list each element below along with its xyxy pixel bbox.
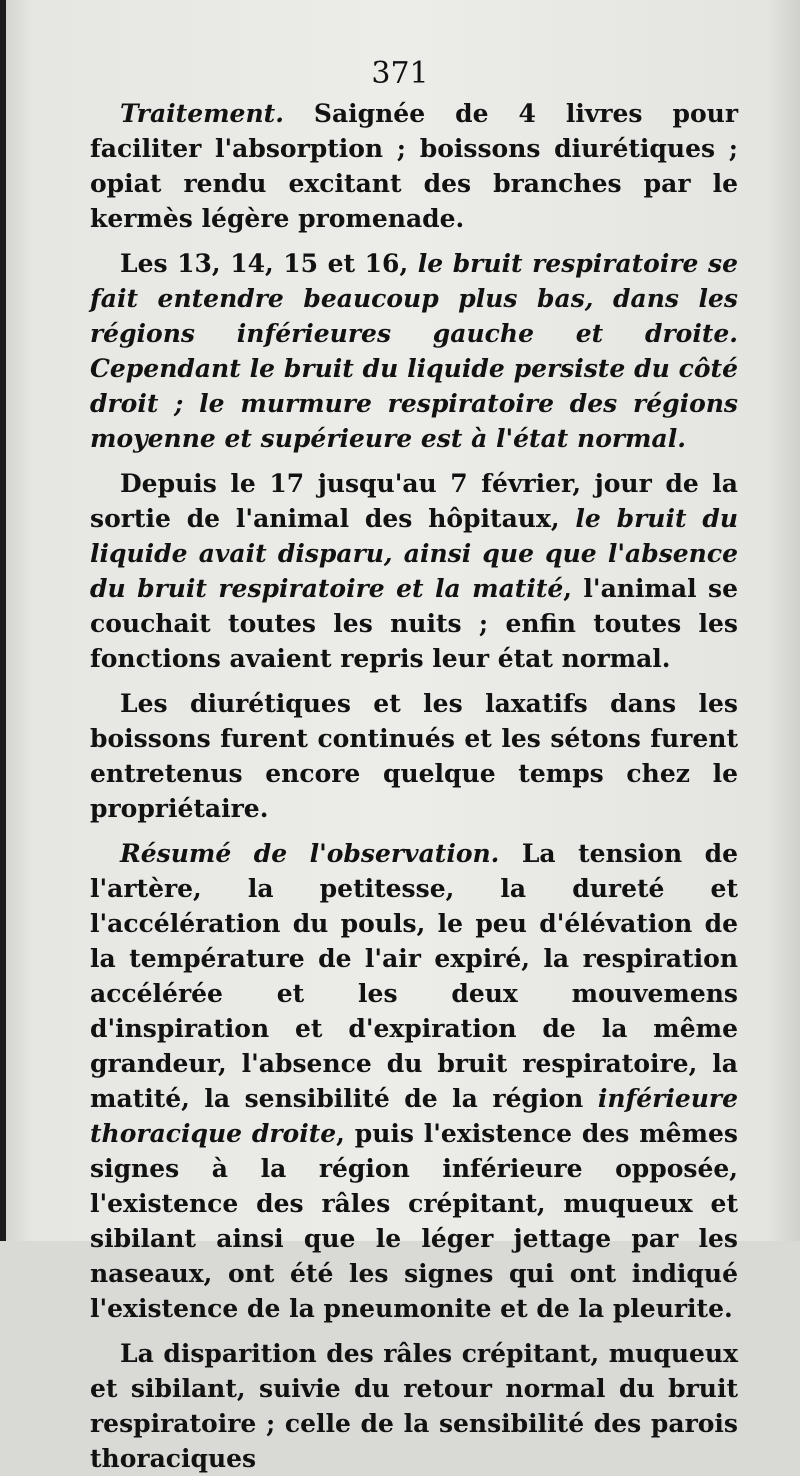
- body-text: [90, 96, 738, 1476]
- text-run: Saignée de 4 livres pour faciliter l'absorption ; boissons diurétiques ; opiat rendu excitant des branches par le kermès légère promenade.: [90, 99, 738, 233]
- text-run: La tension de l'artère, la petitesse, la dureté et l'accélération du pouls, le peu d'élévation de la température de l'air expiré, la respiration accélérée et les deux mouvemens d'inspiration et d'expiration de la même grandeur, l'absence du bruit respiratoire, la matité, la sensibilité de la région: [90, 839, 738, 1113]
- text-run: Les 13, 14, 15 et 16,: [120, 249, 418, 278]
- text-run: Les diurétiques et les laxatifs dans les boissons furent continués et les sétons furent entretenus encore quelque temps chez le propriétaire.: [90, 689, 738, 823]
- italic-text: le bruit respiratoire se fait entendre beaucoup plus bas, dans les régions inférieures gauche et droite. Cependant le bruit du liquide persiste du côté droit ; le murmure respiratoire des régions moyenne et supérieure est à l'état normal.: [90, 249, 738, 453]
- italic-text: Traitement.: [120, 99, 284, 128]
- paragraph: [90, 96, 738, 236]
- text-run: La disparition des râles crépitant, muqueux et sibilant, suivie du retour normal du bruit respiratoire ; celle de la sensibilité des parois thoraciques: [90, 1339, 738, 1473]
- italic-text: inférieure thoracique droite: [90, 1084, 738, 1148]
- text-run: Depuis le 17 jusqu'au 7 février, jour de la sortie de l'animal des hôpitaux,: [90, 469, 738, 533]
- italic-text: le bruit du liquide avait disparu, ainsi que que l'absence du bruit respiratoire et la matité: [90, 504, 738, 603]
- page-number: 371: [371, 56, 429, 91]
- paragraph: [90, 686, 738, 826]
- paragraph: [90, 466, 738, 676]
- text-run: , puis l'existence des mêmes signes à la région inférieure opposée, l'existence des râles crépitant, muqueux et sibilant ainsi que le léger jettage par les naseaux, ont été les signes qui ont indiqué l'existence de la pneumonite et de la pleurite.: [90, 1119, 738, 1323]
- italic-text: Résumé de l'observation.: [120, 839, 500, 868]
- paragraph: [90, 836, 738, 1326]
- page-edge-shadow: [0, 0, 6, 1241]
- paragraph: [90, 246, 738, 456]
- text-run: , l'animal se couchait toutes les nuits ; enfin toutes les fonctions avaient repris leur état normal.: [90, 574, 738, 673]
- paragraph: [90, 1336, 738, 1476]
